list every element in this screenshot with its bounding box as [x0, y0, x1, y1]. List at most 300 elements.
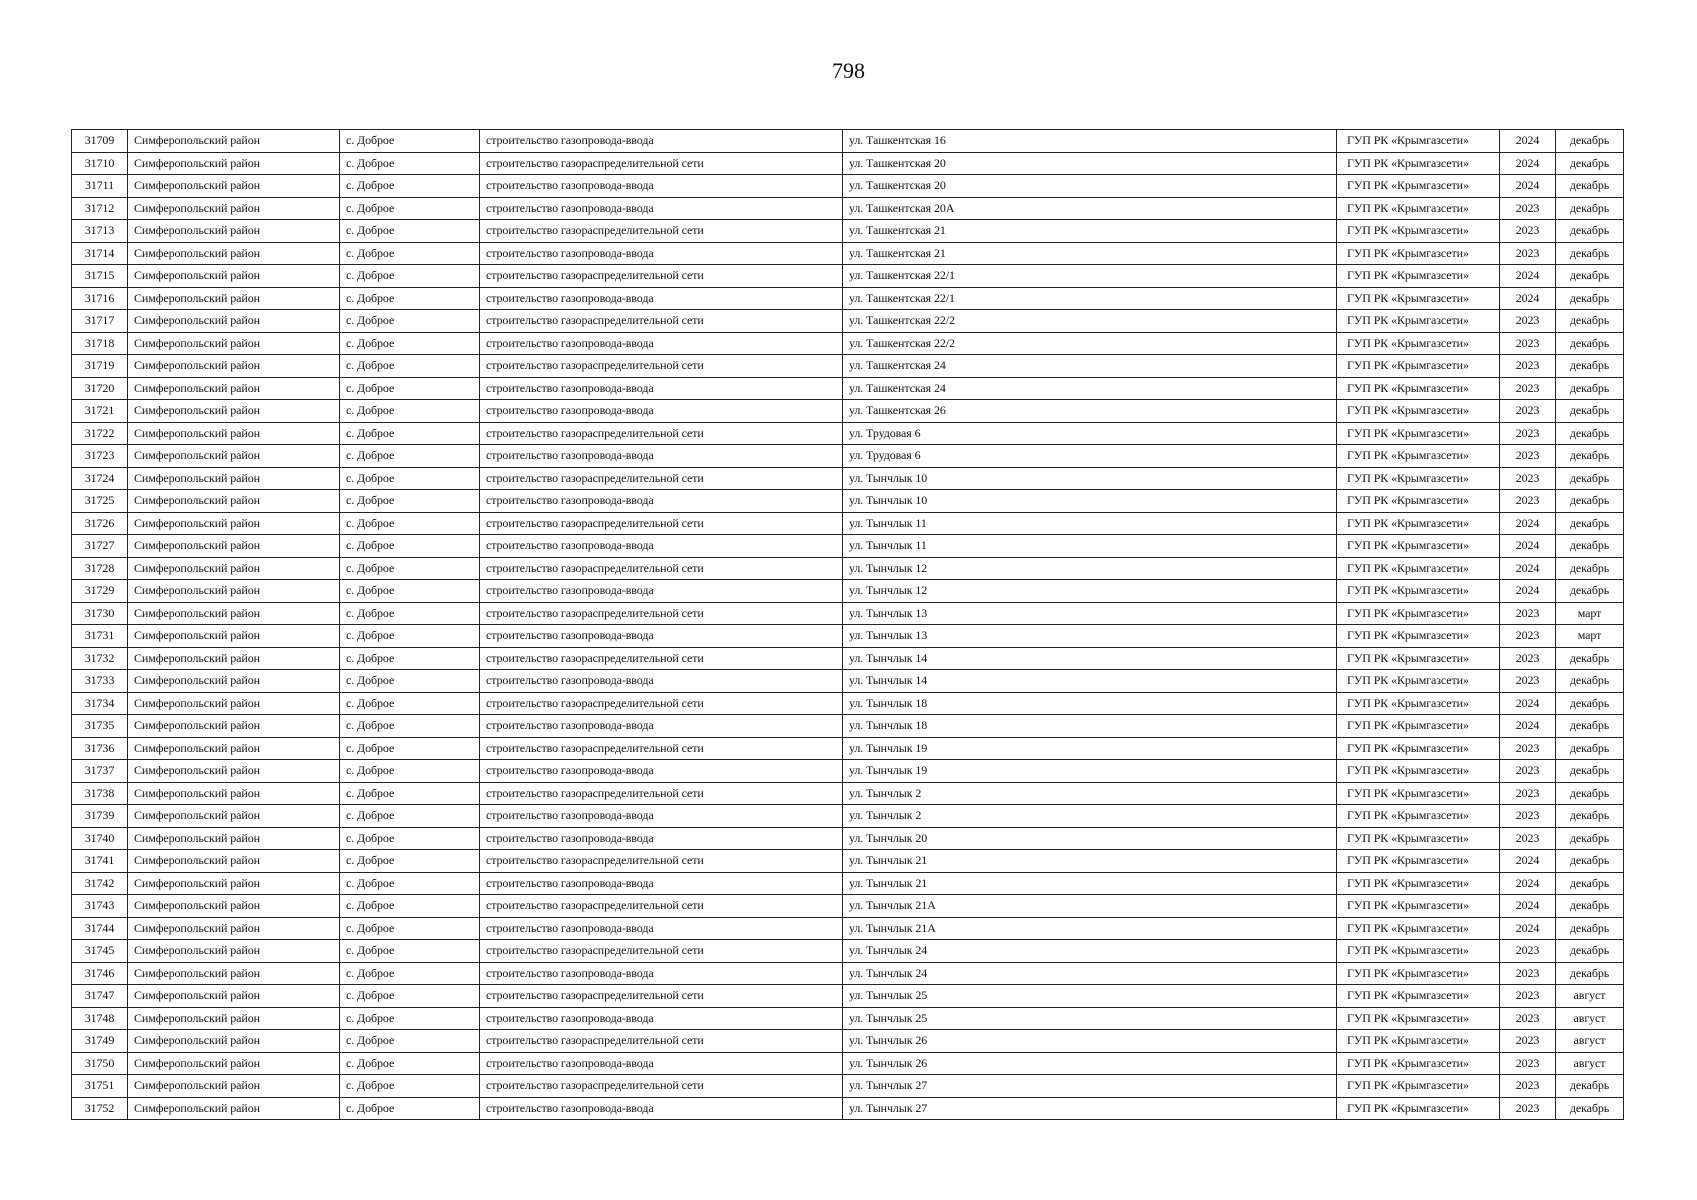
cell-work-type: строительство газопровода-ввода: [480, 670, 843, 693]
cell-locality: с. Доброе: [340, 467, 480, 490]
cell-year: 2023: [1500, 782, 1556, 805]
cell-locality: с. Доброе: [340, 827, 480, 850]
cell-year: 2023: [1500, 332, 1556, 355]
cell-district: Симферопольский район: [128, 422, 340, 445]
table-row: [72, 647, 1624, 670]
cell-organization: ГУП РК «Крымгазсети»: [1337, 1052, 1500, 1075]
cell-year: 2023: [1500, 242, 1556, 265]
cell-month: декабрь: [1556, 782, 1624, 805]
cell-year: 2024: [1500, 287, 1556, 310]
cell-locality: с. Доброе: [340, 737, 480, 760]
cell-locality: с. Доброе: [340, 310, 480, 333]
cell-district: Симферопольский район: [128, 580, 340, 603]
cell-row-number: 31733: [72, 670, 128, 693]
cell-address: ул. Тынчлык 12: [843, 580, 1337, 603]
cell-year: 2023: [1500, 1030, 1556, 1053]
cell-locality: с. Доброе: [340, 580, 480, 603]
cell-work-type: строительство газораспределительной сети: [480, 895, 843, 918]
cell-year: 2024: [1500, 850, 1556, 873]
cell-row-number: 31732: [72, 647, 128, 670]
cell-row-number: 31716: [72, 287, 128, 310]
table-row: [72, 962, 1624, 985]
cell-address: ул. Тынчлык 27: [843, 1075, 1337, 1098]
cell-address: ул. Тынчлык 19: [843, 737, 1337, 760]
cell-month: декабрь: [1556, 197, 1624, 220]
cell-district: Симферопольский район: [128, 265, 340, 288]
cell-work-type: строительство газопровода-ввода: [480, 400, 843, 423]
cell-work-type: строительство газопровода-ввода: [480, 1052, 843, 1075]
cell-district: Симферопольский район: [128, 715, 340, 738]
cell-address: ул. Тынчлык 2: [843, 782, 1337, 805]
cell-year: 2023: [1500, 625, 1556, 648]
cell-organization: ГУП РК «Крымгазсети»: [1337, 850, 1500, 873]
cell-month: декабрь: [1556, 535, 1624, 558]
cell-row-number: 31718: [72, 332, 128, 355]
cell-row-number: 31749: [72, 1030, 128, 1053]
cell-organization: ГУП РК «Крымгазсети»: [1337, 197, 1500, 220]
cell-organization: ГУП РК «Крымгазсети»: [1337, 332, 1500, 355]
cell-row-number: 31747: [72, 985, 128, 1008]
cell-address: ул. Тынчлык 18: [843, 715, 1337, 738]
cell-district: Симферопольский район: [128, 872, 340, 895]
cell-month: декабрь: [1556, 872, 1624, 895]
cell-locality: с. Доброе: [340, 445, 480, 468]
cell-month: март: [1556, 625, 1624, 648]
cell-locality: с. Доброе: [340, 850, 480, 873]
cell-row-number: 31723: [72, 445, 128, 468]
cell-district: Симферопольский район: [128, 625, 340, 648]
cell-work-type: строительство газораспределительной сети: [480, 422, 843, 445]
cell-month: август: [1556, 985, 1624, 1008]
cell-district: Симферопольский район: [128, 962, 340, 985]
table-row: [72, 805, 1624, 828]
cell-row-number: 31735: [72, 715, 128, 738]
cell-year: 2024: [1500, 580, 1556, 603]
cell-year: 2024: [1500, 512, 1556, 535]
cell-district: Симферопольский район: [128, 850, 340, 873]
table-row: [72, 265, 1624, 288]
cell-organization: ГУП РК «Крымгазсети»: [1337, 445, 1500, 468]
cell-district: Симферопольский район: [128, 490, 340, 513]
cell-address: ул. Ташкентская 21: [843, 220, 1337, 243]
table-row: [72, 490, 1624, 513]
cell-locality: с. Доброе: [340, 355, 480, 378]
cell-month: декабрь: [1556, 445, 1624, 468]
cell-district: Симферопольский район: [128, 737, 340, 760]
table-row: [72, 1030, 1624, 1053]
cell-year: 2023: [1500, 962, 1556, 985]
table-row: [72, 220, 1624, 243]
cell-work-type: строительство газораспределительной сети: [480, 940, 843, 963]
cell-month: декабрь: [1556, 760, 1624, 783]
cell-row-number: 31721: [72, 400, 128, 423]
cell-month: август: [1556, 1030, 1624, 1053]
cell-row-number: 31737: [72, 760, 128, 783]
cell-year: 2023: [1500, 1007, 1556, 1030]
cell-year: 2023: [1500, 647, 1556, 670]
cell-month: декабрь: [1556, 557, 1624, 580]
cell-month: декабрь: [1556, 377, 1624, 400]
cell-address: ул. Ташкентская 20: [843, 175, 1337, 198]
cell-organization: ГУП РК «Крымгазсети»: [1337, 985, 1500, 1008]
cell-month: декабрь: [1556, 670, 1624, 693]
cell-year: 2024: [1500, 152, 1556, 175]
cell-locality: с. Доброе: [340, 175, 480, 198]
cell-address: ул. Трудовая 6: [843, 445, 1337, 468]
cell-work-type: строительство газопровода-ввода: [480, 625, 843, 648]
table-row: [72, 287, 1624, 310]
cell-locality: с. Доброе: [340, 917, 480, 940]
cell-row-number: 31742: [72, 872, 128, 895]
cell-year: 2023: [1500, 220, 1556, 243]
cell-month: декабрь: [1556, 715, 1624, 738]
cell-organization: ГУП РК «Крымгазсети»: [1337, 220, 1500, 243]
cell-row-number: 31715: [72, 265, 128, 288]
cell-locality: с. Доброе: [340, 152, 480, 175]
cell-locality: с. Доброе: [340, 332, 480, 355]
table-row: [72, 895, 1624, 918]
cell-month: декабрь: [1556, 962, 1624, 985]
cell-organization: ГУП РК «Крымгазсети»: [1337, 1075, 1500, 1098]
table-row: [72, 377, 1624, 400]
cell-work-type: строительство газопровода-ввода: [480, 1097, 843, 1120]
cell-work-type: строительство газораспределительной сети: [480, 310, 843, 333]
registry-table: [71, 129, 1624, 1120]
cell-address: ул. Ташкентская 24: [843, 355, 1337, 378]
cell-month: март: [1556, 602, 1624, 625]
cell-work-type: строительство газопровода-ввода: [480, 580, 843, 603]
table-row: [72, 175, 1624, 198]
cell-locality: с. Доброе: [340, 760, 480, 783]
cell-work-type: строительство газораспределительной сети: [480, 467, 843, 490]
cell-district: Симферопольский район: [128, 557, 340, 580]
table-row: [72, 602, 1624, 625]
cell-locality: с. Доброе: [340, 940, 480, 963]
cell-work-type: строительство газопровода-ввода: [480, 827, 843, 850]
cell-locality: с. Доброе: [340, 490, 480, 513]
cell-month: декабрь: [1556, 152, 1624, 175]
table-row: [72, 737, 1624, 760]
cell-address: ул. Ташкентская 16: [843, 130, 1337, 153]
cell-work-type: строительство газораспределительной сети: [480, 692, 843, 715]
cell-address: ул. Тынчлык 13: [843, 602, 1337, 625]
cell-address: ул. Ташкентская 22/2: [843, 310, 1337, 333]
cell-district: Симферопольский район: [128, 760, 340, 783]
cell-row-number: 31717: [72, 310, 128, 333]
cell-month: декабрь: [1556, 400, 1624, 423]
cell-work-type: строительство газопровода-ввода: [480, 175, 843, 198]
cell-organization: ГУП РК «Крымгазсети»: [1337, 512, 1500, 535]
cell-month: декабрь: [1556, 287, 1624, 310]
cell-organization: ГУП РК «Крымгазсети»: [1337, 1007, 1500, 1030]
cell-year: 2023: [1500, 490, 1556, 513]
cell-month: декабрь: [1556, 692, 1624, 715]
table-row: [72, 400, 1624, 423]
cell-district: Симферопольский район: [128, 917, 340, 940]
cell-year: 2024: [1500, 175, 1556, 198]
cell-work-type: строительство газопровода-ввода: [480, 490, 843, 513]
table-row: [72, 1052, 1624, 1075]
cell-locality: с. Доброе: [340, 130, 480, 153]
cell-year: 2023: [1500, 1097, 1556, 1120]
cell-district: Симферопольский район: [128, 310, 340, 333]
cell-address: ул. Тынчлык 26: [843, 1030, 1337, 1053]
cell-organization: ГУП РК «Крымгазсети»: [1337, 310, 1500, 333]
cell-row-number: 31748: [72, 1007, 128, 1030]
cell-work-type: строительство газопровода-ввода: [480, 287, 843, 310]
cell-address: ул. Ташкентская 22/1: [843, 265, 1337, 288]
cell-work-type: строительство газораспределительной сети: [480, 355, 843, 378]
cell-work-type: строительство газопровода-ввода: [480, 535, 843, 558]
cell-organization: ГУП РК «Крымгазсети»: [1337, 782, 1500, 805]
cell-month: декабрь: [1556, 1097, 1624, 1120]
cell-year: 2023: [1500, 985, 1556, 1008]
cell-district: Симферопольский район: [128, 1007, 340, 1030]
cell-year: 2023: [1500, 1075, 1556, 1098]
cell-row-number: 31727: [72, 535, 128, 558]
cell-month: декабрь: [1556, 805, 1624, 828]
table-row: [72, 445, 1624, 468]
cell-organization: ГУП РК «Крымгазсети»: [1337, 895, 1500, 918]
cell-year: 2023: [1500, 760, 1556, 783]
cell-row-number: 31746: [72, 962, 128, 985]
cell-work-type: строительство газопровода-ввода: [480, 445, 843, 468]
cell-month: декабрь: [1556, 850, 1624, 873]
cell-work-type: строительство газопровода-ввода: [480, 805, 843, 828]
table-row: [72, 670, 1624, 693]
cell-year: 2024: [1500, 917, 1556, 940]
cell-organization: ГУП РК «Крымгазсети»: [1337, 670, 1500, 693]
cell-address: ул. Тынчлык 21: [843, 850, 1337, 873]
cell-organization: ГУП РК «Крымгазсети»: [1337, 602, 1500, 625]
cell-month: декабрь: [1556, 332, 1624, 355]
cell-address: ул. Тынчлык 14: [843, 647, 1337, 670]
cell-row-number: 31711: [72, 175, 128, 198]
table-row: [72, 242, 1624, 265]
cell-row-number: 31731: [72, 625, 128, 648]
cell-district: Симферопольский район: [128, 782, 340, 805]
cell-address: ул. Ташкентская 21: [843, 242, 1337, 265]
cell-district: Симферопольский район: [128, 940, 340, 963]
cell-month: декабрь: [1556, 310, 1624, 333]
cell-district: Симферопольский район: [128, 377, 340, 400]
cell-district: Симферопольский район: [128, 1030, 340, 1053]
table-row: [72, 917, 1624, 940]
cell-work-type: строительство газопровода-ввода: [480, 872, 843, 895]
cell-month: декабрь: [1556, 940, 1624, 963]
cell-row-number: 31710: [72, 152, 128, 175]
cell-work-type: строительство газопровода-ввода: [480, 197, 843, 220]
registry-table-container: [71, 129, 1623, 1120]
cell-row-number: 31752: [72, 1097, 128, 1120]
cell-district: Симферопольский район: [128, 332, 340, 355]
cell-year: 2023: [1500, 467, 1556, 490]
cell-organization: ГУП РК «Крымгазсети»: [1337, 940, 1500, 963]
table-row: [72, 355, 1624, 378]
cell-address: ул. Ташкентская 22/1: [843, 287, 1337, 310]
cell-work-type: строительство газораспределительной сети: [480, 985, 843, 1008]
table-row: [72, 625, 1624, 648]
cell-locality: с. Доброе: [340, 197, 480, 220]
cell-address: ул. Ташкентская 22/2: [843, 332, 1337, 355]
table-row: [72, 1075, 1624, 1098]
cell-row-number: 31712: [72, 197, 128, 220]
cell-locality: с. Доброе: [340, 287, 480, 310]
cell-row-number: 31729: [72, 580, 128, 603]
cell-organization: ГУП РК «Крымгазсети»: [1337, 692, 1500, 715]
cell-work-type: строительство газопровода-ввода: [480, 242, 843, 265]
cell-row-number: 31745: [72, 940, 128, 963]
cell-year: 2023: [1500, 602, 1556, 625]
table-row: [72, 850, 1624, 873]
cell-district: Симферопольский район: [128, 287, 340, 310]
cell-work-type: строительство газораспределительной сети: [480, 850, 843, 873]
cell-month: декабрь: [1556, 490, 1624, 513]
cell-work-type: строительство газопровода-ввода: [480, 715, 843, 738]
cell-address: ул. Тынчлык 18: [843, 692, 1337, 715]
cell-address: ул. Ташкентская 24: [843, 377, 1337, 400]
cell-address: ул. Тынчлык 13: [843, 625, 1337, 648]
table-row: [72, 535, 1624, 558]
cell-row-number: 31750: [72, 1052, 128, 1075]
cell-work-type: строительство газораспределительной сети: [480, 265, 843, 288]
cell-row-number: 31730: [72, 602, 128, 625]
cell-year: 2023: [1500, 422, 1556, 445]
cell-district: Симферопольский район: [128, 647, 340, 670]
cell-organization: ГУП РК «Крымгазсети»: [1337, 1030, 1500, 1053]
cell-locality: с. Доброе: [340, 265, 480, 288]
cell-work-type: строительство газораспределительной сети: [480, 557, 843, 580]
cell-month: декабрь: [1556, 265, 1624, 288]
cell-address: ул. Тынчлык 10: [843, 490, 1337, 513]
cell-organization: ГУП РК «Крымгазсети»: [1337, 535, 1500, 558]
table-row: [72, 580, 1624, 603]
cell-work-type: строительство газораспределительной сети: [480, 1075, 843, 1098]
cell-organization: ГУП РК «Крымгазсети»: [1337, 400, 1500, 423]
cell-month: декабрь: [1556, 895, 1624, 918]
cell-row-number: 31741: [72, 850, 128, 873]
cell-row-number: 31713: [72, 220, 128, 243]
cell-address: ул. Тынчлык 24: [843, 940, 1337, 963]
cell-work-type: строительство газораспределительной сети: [480, 512, 843, 535]
cell-row-number: 31724: [72, 467, 128, 490]
cell-work-type: строительство газопровода-ввода: [480, 1007, 843, 1030]
table-row: [72, 1007, 1624, 1030]
cell-organization: ГУП РК «Крымгазсети»: [1337, 152, 1500, 175]
cell-work-type: строительство газораспределительной сети: [480, 647, 843, 670]
cell-locality: с. Доброе: [340, 895, 480, 918]
cell-locality: с. Доброе: [340, 872, 480, 895]
cell-month: декабрь: [1556, 220, 1624, 243]
cell-year: 2024: [1500, 692, 1556, 715]
cell-month: декабрь: [1556, 917, 1624, 940]
cell-row-number: 31709: [72, 130, 128, 153]
cell-year: 2024: [1500, 130, 1556, 153]
cell-month: август: [1556, 1007, 1624, 1030]
cell-work-type: строительство газораспределительной сети: [480, 152, 843, 175]
table-row: [72, 130, 1624, 153]
cell-district: Симферопольский район: [128, 602, 340, 625]
cell-year: 2023: [1500, 737, 1556, 760]
cell-district: Симферопольский район: [128, 242, 340, 265]
cell-row-number: 31720: [72, 377, 128, 400]
cell-work-type: строительство газораспределительной сети: [480, 602, 843, 625]
cell-district: Симферопольский район: [128, 827, 340, 850]
cell-year: 2023: [1500, 940, 1556, 963]
cell-locality: с. Доброе: [340, 535, 480, 558]
cell-district: Симферопольский район: [128, 152, 340, 175]
cell-locality: с. Доброе: [340, 1052, 480, 1075]
cell-locality: с. Доброе: [340, 670, 480, 693]
cell-year: 2023: [1500, 670, 1556, 693]
cell-row-number: 31736: [72, 737, 128, 760]
cell-month: декабрь: [1556, 512, 1624, 535]
cell-district: Симферопольский район: [128, 985, 340, 1008]
table-row: [72, 422, 1624, 445]
cell-locality: с. Доброе: [340, 400, 480, 423]
cell-row-number: 31738: [72, 782, 128, 805]
cell-organization: ГУП РК «Крымгазсети»: [1337, 715, 1500, 738]
cell-work-type: строительство газопровода-ввода: [480, 760, 843, 783]
table-row: [72, 332, 1624, 355]
cell-organization: ГУП РК «Крымгазсети»: [1337, 647, 1500, 670]
cell-month: декабрь: [1556, 355, 1624, 378]
cell-district: Симферопольский район: [128, 197, 340, 220]
cell-address: ул. Трудовая 6: [843, 422, 1337, 445]
cell-month: декабрь: [1556, 827, 1624, 850]
cell-district: Симферопольский район: [128, 175, 340, 198]
cell-work-type: строительство газопровода-ввода: [480, 917, 843, 940]
table-row: [72, 557, 1624, 580]
cell-district: Симферопольский район: [128, 130, 340, 153]
cell-year: 2024: [1500, 535, 1556, 558]
cell-locality: с. Доброе: [340, 377, 480, 400]
cell-district: Симферопольский район: [128, 400, 340, 423]
cell-row-number: 31726: [72, 512, 128, 535]
cell-row-number: 31719: [72, 355, 128, 378]
cell-work-type: строительство газораспределительной сети: [480, 737, 843, 760]
cell-locality: с. Доброе: [340, 512, 480, 535]
cell-district: Симферопольский район: [128, 805, 340, 828]
cell-locality: с. Доброе: [340, 962, 480, 985]
cell-district: Симферопольский район: [128, 355, 340, 378]
cell-organization: ГУП РК «Крымгазсети»: [1337, 557, 1500, 580]
table-row: [72, 467, 1624, 490]
cell-organization: ГУП РК «Крымгазсети»: [1337, 467, 1500, 490]
cell-year: 2024: [1500, 557, 1556, 580]
cell-organization: ГУП РК «Крымгазсети»: [1337, 760, 1500, 783]
cell-year: 2024: [1500, 265, 1556, 288]
cell-address: ул. Тынчлык 21А: [843, 895, 1337, 918]
cell-locality: с. Доброе: [340, 422, 480, 445]
cell-address: ул. Ташкентская 20: [843, 152, 1337, 175]
cell-organization: ГУП РК «Крымгазсети»: [1337, 287, 1500, 310]
cell-district: Симферопольский район: [128, 670, 340, 693]
cell-work-type: строительство газопровода-ввода: [480, 377, 843, 400]
cell-locality: с. Доброе: [340, 647, 480, 670]
table-row: [72, 940, 1624, 963]
cell-locality: с. Доброе: [340, 692, 480, 715]
table-row: [72, 197, 1624, 220]
table-row: [72, 985, 1624, 1008]
cell-district: Симферопольский район: [128, 1052, 340, 1075]
cell-row-number: 31743: [72, 895, 128, 918]
cell-year: 2023: [1500, 445, 1556, 468]
cell-year: 2023: [1500, 805, 1556, 828]
cell-row-number: 31751: [72, 1075, 128, 1098]
cell-address: ул. Тынчлык 2: [843, 805, 1337, 828]
cell-row-number: 31714: [72, 242, 128, 265]
